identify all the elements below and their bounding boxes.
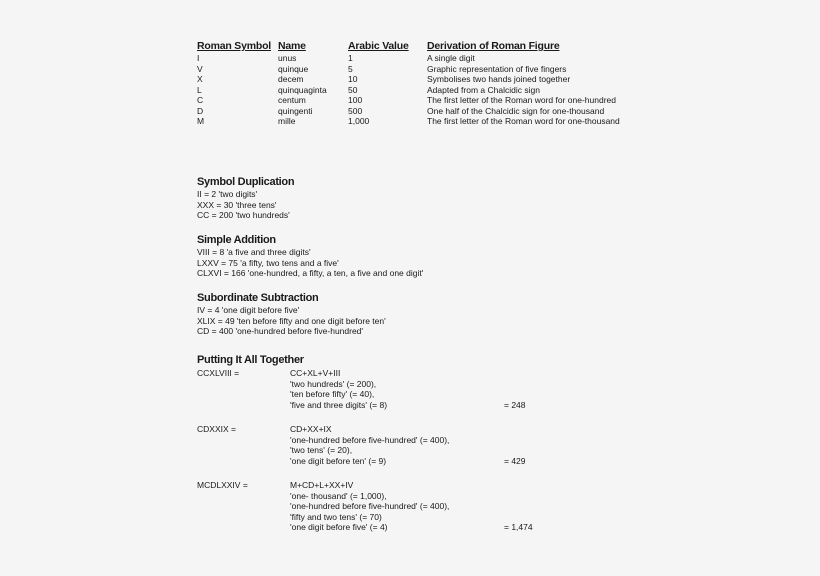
example-step: 'two hundreds' (= 200), xyxy=(290,378,377,389)
example-line: CLXVI = 166 'one-hundred, a fifty, a ten, a five and one digit' xyxy=(197,268,424,278)
header-arabic-value: Arabic Value xyxy=(348,40,409,52)
header-name: Name xyxy=(278,40,306,52)
cell-value: 500 xyxy=(348,105,363,116)
header-roman-symbol: Roman Symbol xyxy=(197,40,272,52)
section-title: Symbol Duplication xyxy=(197,176,295,188)
cell-name: quinquaginta xyxy=(278,84,327,95)
cell-symbol: L xyxy=(197,84,202,95)
cell-name: unus xyxy=(278,53,297,63)
example-step: 'one-hundred before five-hundred' (= 400), xyxy=(290,501,450,511)
cell-name: centum xyxy=(278,95,306,105)
example-result: = 429 xyxy=(504,455,526,466)
example-result: = 248 xyxy=(504,399,526,410)
cell-derivation: The first letter of the Roman word for one-hundred xyxy=(427,95,616,105)
example-line: IV = 4 'one digit before five' xyxy=(197,305,300,315)
example-step: 'one digit before ten' (= 9) xyxy=(290,455,387,466)
example-line: XLIX = 49 'ten before fifty and one digit before ten' xyxy=(197,315,386,326)
header-derivation: Derivation of Roman Figure xyxy=(427,40,560,52)
cell-symbol: D xyxy=(197,105,204,116)
section-title: Putting It All Together xyxy=(197,354,304,366)
section-putting-it-all-together xyxy=(197,354,533,532)
cell-value: 5 xyxy=(348,63,353,74)
example-line: CD = 400 'one-hundred before five-hundred' xyxy=(197,326,364,336)
example-line: II = 2 'two digits' xyxy=(197,189,258,199)
example-numeral: MCDLXXIV = xyxy=(197,480,248,490)
cell-name: quinque xyxy=(278,63,309,74)
section-title: Simple Addition xyxy=(197,234,276,246)
cell-derivation: Graphic representation of five fingers xyxy=(427,63,567,74)
cell-derivation: A single digit xyxy=(427,53,475,63)
example-step: 'one-hundred before five-hundred' (= 400), xyxy=(290,434,450,445)
example-expression: M+CD+L+XX+IV xyxy=(290,480,354,490)
cell-derivation: The first letter of the Roman word for one-thousand xyxy=(427,116,620,126)
cell-symbol: I xyxy=(197,53,200,63)
cell-symbol: X xyxy=(197,74,203,84)
cell-symbol: M xyxy=(197,116,205,126)
cell-symbol: C xyxy=(197,95,204,105)
cell-value: 1,000 xyxy=(348,116,370,126)
cell-derivation: Symbolises two hands joined together xyxy=(427,74,571,84)
cell-name: quingenti xyxy=(278,105,313,116)
example-result: = 1,474 xyxy=(504,522,533,532)
cell-value: 100 xyxy=(348,95,363,105)
example-line: LXXV = 75 'a fifty, two tens and a five' xyxy=(197,257,339,268)
example-numeral: CCXLVIII = xyxy=(197,368,240,378)
example-step: 'ten before fifty' (= 40), xyxy=(290,389,375,399)
example-line: CC = 200 'two hundreds' xyxy=(197,210,290,220)
cell-name: mille xyxy=(278,116,296,126)
cell-value: 10 xyxy=(348,74,358,84)
example-line: VIII = 8 'a five and three digits' xyxy=(197,247,311,257)
section-symbol-duplication xyxy=(197,176,294,221)
cell-name: decem xyxy=(278,74,304,84)
cell-symbol: V xyxy=(197,63,203,74)
example-expression: CD+XX+IX xyxy=(290,424,332,434)
example-step: 'one digit before five' (= 4) xyxy=(290,522,388,532)
cell-value: 1 xyxy=(348,53,353,63)
example-line: XXX = 30 'three tens' xyxy=(197,199,277,210)
section-title: Subordinate Subtraction xyxy=(197,292,319,304)
example-numeral: CDXXIX = xyxy=(197,424,236,434)
example-step: 'two tens' (= 20), xyxy=(290,445,353,455)
cell-value: 50 xyxy=(348,84,358,95)
example-step: 'fifty and two tens' (= 70) xyxy=(290,511,382,522)
example-expression: CC+XL+V+III xyxy=(290,368,341,378)
section-simple-addition xyxy=(197,234,423,279)
cell-derivation: Adapted from a Chalcidic sign xyxy=(427,84,540,95)
example-step: 'five and three digits' (= 8) xyxy=(290,399,388,410)
cell-derivation: One half of the Chalcidic sign for one-thousand xyxy=(427,105,605,116)
section-subordinate-subtraction xyxy=(197,292,386,337)
example-step: 'one- thousand' (= 1,000), xyxy=(290,490,387,501)
